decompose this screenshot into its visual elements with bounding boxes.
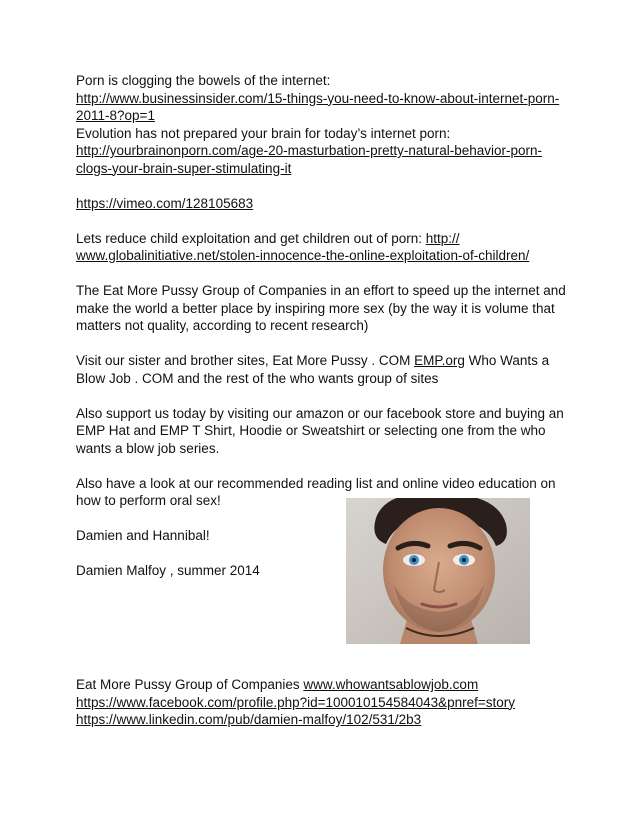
portrait-photo xyxy=(346,498,530,644)
link-emp-org[interactable]: EMP.org xyxy=(414,353,465,368)
footer-links xyxy=(76,676,596,729)
link-yourbrainonporn[interactable]: http://yourbrainonporn.com/age-20-masturbation-pretty-natural-behavior-porn-clogs-your-brain-super-stimulating-it xyxy=(76,143,542,176)
text-visit-sites-b: Who Wants a Blow Job . COM and the rest of the who wants group of sites xyxy=(76,353,550,386)
link-globalinitiative[interactable]: http:// www.globalinitiative.net/stolen-innocence-the-online-exploitation-of-children/ xyxy=(76,230,530,263)
footer-company-text: Eat More Pussy Group of Companies xyxy=(76,677,304,692)
footer-line-3 xyxy=(76,711,596,729)
footer-line-1 xyxy=(76,676,596,694)
text-porn-clogging: Porn is clogging the bowels of the internet: xyxy=(76,73,331,88)
link-businessinsider[interactable]: http://www.businessinsider.com/15-things-you-need-to-know-about-internet-porn-2011-8?op=1 xyxy=(76,90,560,123)
text-child-exploitation: Lets reduce child exploitation and get children out of porn: xyxy=(76,230,426,246)
portrait-image xyxy=(346,498,530,644)
paragraph-4 xyxy=(76,230,576,265)
paragraph-1 xyxy=(76,72,576,125)
paragraph-2 xyxy=(76,125,576,178)
paragraph-8: Also have a look at our recommended reading list and online video education on how to perform oral sex! xyxy=(76,475,556,508)
link-whowantsablowjob[interactable]: www.whowantsablowjob.com xyxy=(303,677,479,692)
paragraph-10: Damien Malfoy , summer 2014 xyxy=(76,563,260,578)
text-evolution: Evolution has not prepared your brain for today’s internet porn: xyxy=(76,125,451,141)
paragraph-5: The Eat More Pussy Group of Companies in an effort to speed up the internet and make the world a better place by inspiring more sex (by the way it is volume that matters not quality, according to recent research) xyxy=(76,283,566,333)
paragraph-7: Also support us today by visiting our amazon or our facebook store and buying an EMP Hat and EMP T Shirt, Hoodie or Sweatshirt or selecting one from the who wants a blow job series. xyxy=(76,405,564,456)
link-vimeo[interactable]: https://vimeo.com/128105683 xyxy=(76,195,254,211)
paragraph-3 xyxy=(76,195,576,213)
footer-line-2 xyxy=(76,694,596,712)
link-linkedin[interactable]: https://www.linkedin.com/pub/damien-malfoy/102/531/2b3 xyxy=(76,712,422,727)
link-facebook[interactable]: https://www.facebook.com/profile.php?id=100010154584043&pnref=story xyxy=(76,694,516,710)
paragraph-9: Damien and Hannibal! xyxy=(76,528,210,543)
text-visit-sites-a: Visit our sister and brother sites, Eat More Pussy . COM xyxy=(76,353,415,368)
paragraph-6 xyxy=(76,352,576,387)
